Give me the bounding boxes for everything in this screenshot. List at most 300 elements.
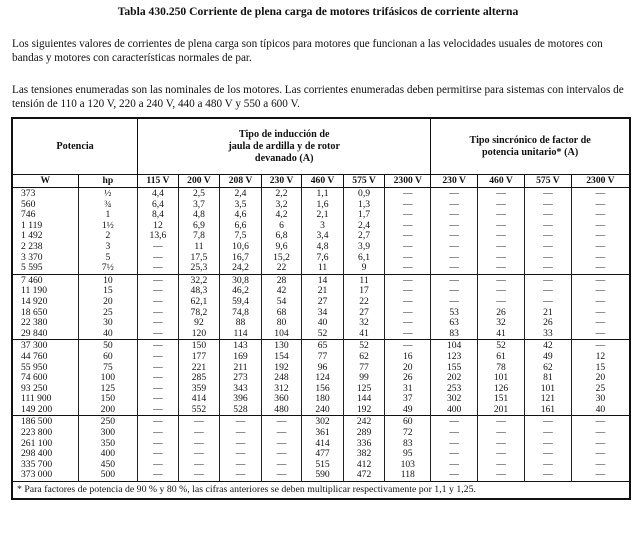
table-cell: 75 — [78, 363, 138, 374]
table-cell: 15,2 — [261, 253, 301, 264]
table-cell: 360 — [261, 394, 301, 405]
table-cell: 273 — [220, 373, 262, 384]
table-cell: 42 — [524, 340, 571, 352]
table-cell: 1,3 — [343, 200, 385, 211]
table-cell: — — [478, 416, 525, 428]
table-cell: 300 — [78, 428, 138, 439]
table-cell: — — [220, 428, 262, 439]
table-cell: — — [431, 286, 478, 297]
table-cell: 14 — [302, 274, 344, 286]
table-cell: — — [478, 428, 525, 439]
table-cell: — — [571, 318, 630, 329]
table-cell: — — [478, 253, 525, 264]
table-cell: 78,2 — [178, 308, 220, 319]
table-cell: — — [385, 274, 431, 286]
table-cell: 359 — [178, 384, 220, 395]
table-cell: 3 370 — [12, 253, 78, 264]
potencia-header: Potencia — [12, 118, 138, 175]
table-cell: 40 — [571, 405, 630, 416]
table-cell: 48,3 — [178, 286, 220, 297]
table-cell: 26 — [524, 318, 571, 329]
table-cell: 177 — [178, 352, 220, 363]
table-cell: 156 — [302, 384, 344, 395]
table-cell: 200 — [78, 405, 138, 416]
table-cell: 186 500 — [12, 416, 78, 428]
table-cell: — — [138, 286, 178, 297]
sync-230v-header: 230 V — [431, 175, 478, 188]
table-cell: — — [478, 286, 525, 297]
table-cell: 10,6 — [220, 242, 262, 253]
table-cell: 15 — [571, 363, 630, 374]
table-cell: — — [571, 253, 630, 264]
table-cell: 80 — [261, 318, 301, 329]
table-cell: — — [220, 449, 262, 460]
table-cell: 62,1 — [178, 297, 220, 308]
table-cell: 590 — [302, 470, 344, 481]
table-cell: 500 — [78, 470, 138, 481]
table-cell: — — [431, 188, 478, 200]
table-cell: 31 — [385, 384, 431, 395]
table-cell: 149 200 — [12, 405, 78, 416]
table-cell: 27 — [343, 308, 385, 319]
table-cell: — — [524, 439, 571, 450]
table-cell: 61 — [478, 352, 525, 363]
table-cell: 4,8 — [178, 210, 220, 221]
table-cell: 2,7 — [343, 231, 385, 242]
table-cell: 2,4 — [220, 188, 262, 200]
col-200v-header: 200 V — [178, 175, 220, 188]
table-cell: 400 — [78, 449, 138, 460]
table-cell: 11 — [302, 263, 344, 274]
table-cell: 33 — [524, 329, 571, 340]
table-cell: 6 — [261, 221, 301, 232]
w-header: W — [12, 175, 78, 188]
table-cell: — — [524, 200, 571, 211]
table-cell: 412 — [343, 460, 385, 471]
table-row — [12, 329, 630, 340]
table-cell: — — [138, 449, 178, 460]
table-cell: — — [524, 188, 571, 200]
table-cell: 13,6 — [138, 231, 178, 242]
table-cell: 15 — [78, 286, 138, 297]
table-cell: 83 — [385, 439, 431, 450]
table-cell: 1 119 — [12, 221, 78, 232]
table-cell: — — [524, 416, 571, 428]
table-cell: 25,3 — [178, 263, 220, 274]
table-cell: 118 — [385, 470, 431, 481]
table-cell: ¾ — [78, 200, 138, 211]
current-table — [11, 117, 631, 500]
table-cell: 261 100 — [12, 439, 78, 450]
table-cell: — — [138, 242, 178, 253]
table-cell: 22 — [261, 263, 301, 274]
table-cell: 248 — [261, 373, 301, 384]
table-cell: 32,2 — [178, 274, 220, 286]
table-cell: 22 — [343, 297, 385, 308]
table-cell: — — [571, 439, 630, 450]
table-cell: 202 — [431, 373, 478, 384]
table-cell: — — [478, 242, 525, 253]
table-cell: 114 — [220, 329, 262, 340]
sync-575v-header: 575 V — [524, 175, 571, 188]
table-cell: — — [220, 416, 262, 428]
table-cell: 62 — [343, 352, 385, 363]
table-cell: — — [385, 188, 431, 200]
table-cell: 2 — [78, 231, 138, 242]
table-cell: 242 — [343, 416, 385, 428]
table-cell: — — [431, 416, 478, 428]
table-cell: — — [524, 428, 571, 439]
table-cell: 25 — [571, 384, 630, 395]
table-cell: — — [385, 308, 431, 319]
table-cell: 63 — [431, 318, 478, 329]
table-cell: — — [261, 439, 301, 450]
table-cell: 20 — [385, 363, 431, 374]
table-cell: 6,6 — [220, 221, 262, 232]
col-115v-header: 115 V — [138, 175, 178, 188]
table-cell: 400 — [431, 405, 478, 416]
table-cell: 560 — [12, 200, 78, 211]
table-cell: 77 — [302, 352, 344, 363]
table-cell: 4,4 — [138, 188, 178, 200]
table-cell: — — [571, 188, 630, 200]
table-cell: — — [431, 428, 478, 439]
table-cell: — — [178, 449, 220, 460]
table-cell: 3,5 — [220, 200, 262, 211]
table-cell: 250 — [78, 416, 138, 428]
table-cell: — — [431, 221, 478, 232]
table-cell: 4,6 — [220, 210, 262, 221]
table-cell: 7,8 — [178, 231, 220, 242]
table-cell: 120 — [178, 329, 220, 340]
table-cell: 9 — [343, 263, 385, 274]
table-cell: 298 400 — [12, 449, 78, 460]
table-cell: 40 — [302, 318, 344, 329]
table-cell: 21 — [302, 286, 344, 297]
table-cell: — — [431, 470, 478, 481]
table-cell: 29 840 — [12, 329, 78, 340]
table-cell: 3,9 — [343, 242, 385, 253]
table-cell: 2,2 — [261, 188, 301, 200]
table-cell: — — [571, 297, 630, 308]
table-cell: — — [571, 460, 630, 471]
table-cell: — — [220, 460, 262, 471]
table-cell: — — [431, 439, 478, 450]
table-cell: 396 — [220, 394, 262, 405]
table-title: Tabla 430.250 Corriente de plena carga de motores trifásicos de corriente alterna — [117, 5, 519, 18]
table-cell: — — [431, 200, 478, 211]
table-cell: 0,9 — [343, 188, 385, 200]
table-cell: 101 — [524, 384, 571, 395]
table-cell: — — [478, 188, 525, 200]
table-cell: — — [138, 460, 178, 471]
table-cell: 6,9 — [178, 221, 220, 232]
table-cell: — — [571, 242, 630, 253]
table-cell: 83 — [431, 329, 478, 340]
table-cell: — — [385, 242, 431, 253]
col-2300v-header: 2300 V — [385, 175, 431, 188]
table-cell: 289 — [343, 428, 385, 439]
table-cell: — — [524, 297, 571, 308]
table-cell: — — [138, 439, 178, 450]
table-cell: 111 900 — [12, 394, 78, 405]
table-cell: 41 — [343, 329, 385, 340]
table-cell: 151 — [478, 394, 525, 405]
table-cell: 312 — [261, 384, 301, 395]
table-cell: 103 — [385, 460, 431, 471]
table-cell: 373 — [12, 188, 78, 200]
table-cell: 124 — [302, 373, 344, 384]
table-cell: 180 — [302, 394, 344, 405]
table-cell: — — [524, 263, 571, 274]
sync-460v-header: 460 V — [478, 175, 525, 188]
table-cell: 746 — [12, 210, 78, 221]
table-cell: 72 — [385, 428, 431, 439]
hp-header: hp — [78, 175, 138, 188]
table-cell: — — [385, 340, 431, 352]
table-cell: — — [524, 286, 571, 297]
table-cell: 17 — [343, 286, 385, 297]
table-cell: — — [431, 449, 478, 460]
table-cell: 335 700 — [12, 460, 78, 471]
table-cell: — — [431, 263, 478, 274]
intro-paragraph: Los siguientes valores de corrientes de plena carga son típicos para motores que funcionan a las velocidades usuales de motores con bandas y motores con características normales de par. — [12, 38, 603, 64]
table-cell: 1,6 — [302, 200, 344, 211]
table-cell: — — [385, 318, 431, 329]
table-cell: 11 — [178, 242, 220, 253]
table-cell: — — [138, 318, 178, 329]
table-cell: — — [524, 449, 571, 460]
table-cell: 92 — [178, 318, 220, 329]
table-cell: — — [571, 231, 630, 242]
table-cell: 41 — [478, 329, 525, 340]
table-cell: — — [571, 274, 630, 286]
table-cell: — — [478, 470, 525, 481]
table-cell: 7½ — [78, 263, 138, 274]
table-cell: 17,5 — [178, 253, 220, 264]
table-cell: 7 460 — [12, 274, 78, 286]
table-cell: 1,7 — [343, 210, 385, 221]
table-cell: 10 — [78, 274, 138, 286]
table-cell: — — [138, 405, 178, 416]
table-cell: 46,2 — [220, 286, 262, 297]
table-cell: 55 950 — [12, 363, 78, 374]
table-row — [12, 297, 630, 308]
table-cell: 336 — [343, 439, 385, 450]
table-cell: 515 — [302, 460, 344, 471]
table-cell: 24,2 — [220, 263, 262, 274]
table-cell: 3,4 — [302, 231, 344, 242]
table-cell: — — [524, 231, 571, 242]
table-cell: — — [524, 253, 571, 264]
col-208v-header: 208 V — [220, 175, 262, 188]
sync-2300v-header: 2300 V — [571, 175, 630, 188]
table-cell: 26 — [385, 373, 431, 384]
table-cell: 6,1 — [343, 253, 385, 264]
table-cell: 302 — [302, 416, 344, 428]
table-cell: — — [431, 460, 478, 471]
table-cell: 201 — [478, 405, 525, 416]
table-cell: 150 — [178, 340, 220, 352]
table-cell: — — [524, 242, 571, 253]
table-cell: 50 — [78, 340, 138, 352]
table-cell: 552 — [178, 405, 220, 416]
table-cell: 52 — [343, 340, 385, 352]
table-cell: 44 760 — [12, 352, 78, 363]
table-cell: 1½ — [78, 221, 138, 232]
table-cell: 100 — [78, 373, 138, 384]
table-cell: 1 — [78, 210, 138, 221]
table-cell: 528 — [220, 405, 262, 416]
table-cell: 3 — [78, 242, 138, 253]
table-cell: — — [385, 329, 431, 340]
table-cell: 32 — [343, 318, 385, 329]
table-cell: 361 — [302, 428, 344, 439]
table-cell: — — [571, 428, 630, 439]
table-cell: — — [431, 253, 478, 264]
table-cell: 95 — [385, 449, 431, 460]
table-cell: 74 600 — [12, 373, 78, 384]
table-cell: 477 — [302, 449, 344, 460]
table-cell: — — [571, 263, 630, 274]
table-cell: — — [138, 274, 178, 286]
table-cell: — — [138, 384, 178, 395]
table-cell: — — [524, 460, 571, 471]
table-cell: 192 — [261, 363, 301, 374]
table-cell: — — [478, 460, 525, 471]
table-cell: 25 — [78, 308, 138, 319]
table-cell: — — [524, 470, 571, 481]
table-cell: — — [138, 297, 178, 308]
table-cell: 37 — [385, 394, 431, 405]
table-cell: 480 — [261, 405, 301, 416]
table-cell: 59,4 — [220, 297, 262, 308]
table-cell: 93 250 — [12, 384, 78, 395]
table-cell: 78 — [478, 363, 525, 374]
table-cell: 16 — [385, 352, 431, 363]
table-cell: 60 — [78, 352, 138, 363]
table-cell: 3,2 — [261, 200, 301, 211]
table-cell: — — [524, 221, 571, 232]
table-cell: — — [385, 286, 431, 297]
table-cell: — — [261, 428, 301, 439]
table-cell: — — [138, 470, 178, 481]
table-cell: — — [261, 449, 301, 460]
table-cell: 240 — [302, 405, 344, 416]
table-cell: 211 — [220, 363, 262, 374]
table-cell: 192 — [343, 405, 385, 416]
table-cell: 1,1 — [302, 188, 344, 200]
table-cell: 7,5 — [220, 231, 262, 242]
table-cell: 2 238 — [12, 242, 78, 253]
table-cell: 62 — [524, 363, 571, 374]
table-row — [12, 470, 630, 481]
table-cell: 169 — [220, 352, 262, 363]
table-cell: — — [178, 470, 220, 481]
table-cell: 4,2 — [261, 210, 301, 221]
table-cell: 450 — [78, 460, 138, 471]
table-cell: 26 — [478, 308, 525, 319]
table-cell: 125 — [343, 384, 385, 395]
table-cell: 65 — [302, 340, 344, 352]
table-cell: 34 — [302, 308, 344, 319]
table-cell: 121 — [524, 394, 571, 405]
table-cell: — — [138, 363, 178, 374]
table-cell: — — [478, 439, 525, 450]
table-row — [12, 405, 630, 416]
table-cell: 2,1 — [302, 210, 344, 221]
table-cell: 125 — [78, 384, 138, 395]
table-cell: 99 — [343, 373, 385, 384]
table-cell: — — [385, 297, 431, 308]
table-cell: 104 — [261, 329, 301, 340]
table-cell: 2,5 — [178, 188, 220, 200]
footnote: * Para factores de potencia de 90 % y 80 %, las cifras anteriores se deben multiplicar respectivamente por 1,1 y 1,25. — [12, 482, 630, 500]
table-cell: 60 — [385, 416, 431, 428]
table-cell: 3,7 — [178, 200, 220, 211]
table-cell: — — [571, 221, 630, 232]
table-row — [12, 352, 630, 363]
table-cell: 52 — [478, 340, 525, 352]
table-cell: 223 800 — [12, 428, 78, 439]
table-cell: 382 — [343, 449, 385, 460]
table-cell: 12 — [138, 221, 178, 232]
table-cell: 21 — [524, 308, 571, 319]
table-cell: — — [385, 231, 431, 242]
table-cell: — — [138, 352, 178, 363]
table-cell: 96 — [302, 363, 344, 374]
table-cell: — — [261, 460, 301, 471]
table-cell: — — [478, 297, 525, 308]
table-cell: 155 — [431, 363, 478, 374]
col-460v-header: 460 V — [302, 175, 344, 188]
table-cell: 32 — [478, 318, 525, 329]
table-cell: — — [385, 263, 431, 274]
table-cell: — — [220, 439, 262, 450]
table-cell: — — [385, 200, 431, 211]
table-cell: 42 — [261, 286, 301, 297]
table-cell: — — [261, 470, 301, 481]
table-cell: 150 — [78, 394, 138, 405]
table-cell: 143 — [220, 340, 262, 352]
synchronous-header: Tipo sincrónico de factor de potencia unitario* (A) — [431, 118, 630, 175]
table-cell: 20 — [571, 373, 630, 384]
table-cell: — — [178, 428, 220, 439]
table-cell: 302 — [431, 394, 478, 405]
table-cell: 144 — [343, 394, 385, 405]
table-cell: — — [138, 394, 178, 405]
table-cell: 123 — [431, 352, 478, 363]
table-cell: 30,8 — [220, 274, 262, 286]
table-cell: — — [571, 416, 630, 428]
table-cell: 1 492 — [12, 231, 78, 242]
table-cell: 22 380 — [12, 318, 78, 329]
table-cell: — — [138, 340, 178, 352]
table-cell: 101 — [478, 373, 525, 384]
table-cell: 6,4 — [138, 200, 178, 211]
table-cell: 12 — [571, 352, 630, 363]
table-cell: — — [138, 308, 178, 319]
table-cell: — — [478, 210, 525, 221]
table-cell: 414 — [302, 439, 344, 450]
table-cell: — — [385, 210, 431, 221]
table-cell: 77 — [343, 363, 385, 374]
table-cell: 14 920 — [12, 297, 78, 308]
table-cell: — — [178, 439, 220, 450]
table-cell: — — [571, 340, 630, 352]
table-cell: — — [431, 210, 478, 221]
col-575v-header: 575 V — [343, 175, 385, 188]
